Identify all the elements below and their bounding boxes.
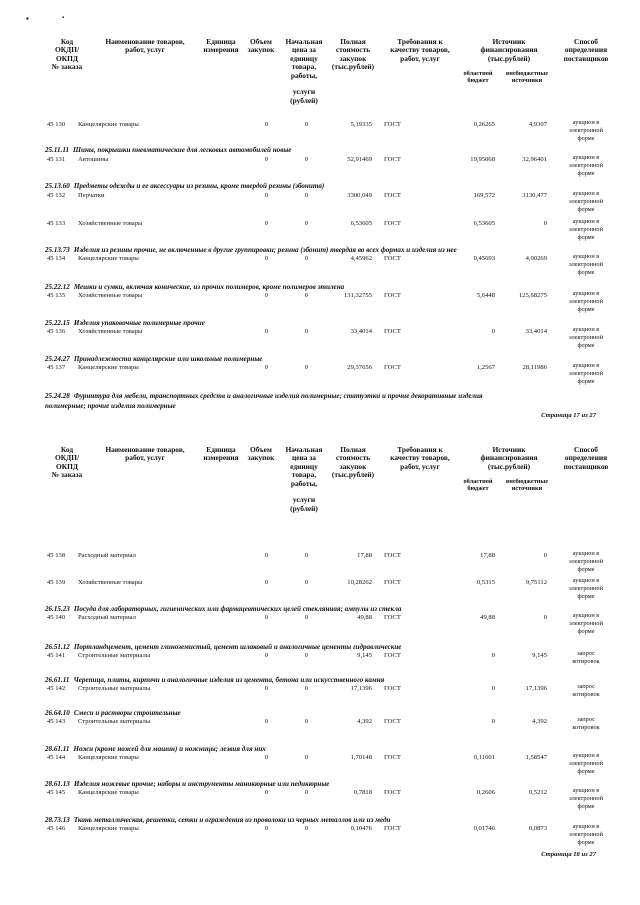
order-number: 45 138 xyxy=(47,552,66,559)
quality-requirement: ГОСТ xyxy=(384,825,401,832)
procurement-method-line: котировок xyxy=(572,657,600,665)
item-name: Расходный материал xyxy=(78,552,136,559)
regional-budget-value: 0 xyxy=(491,652,495,659)
order-number: 45 139 xyxy=(47,579,66,586)
okpd-description: Изделия упаковочные полимерные прочие xyxy=(73,319,205,327)
procurement-method-line: аукцион в xyxy=(572,577,600,584)
unit-price-value: 0 xyxy=(304,121,308,128)
volume-value: 0 xyxy=(264,192,268,199)
regional-budget-value: 0 xyxy=(491,685,495,692)
okpd-group-heading xyxy=(45,605,401,613)
okpd-group-heading xyxy=(45,676,384,684)
okpd-group-heading xyxy=(45,709,181,717)
okpd-code: 25.22.12 xyxy=(45,283,70,291)
extrabudget-value: 28,11986 xyxy=(522,364,547,371)
item-name: Канцелярские товары xyxy=(78,121,139,128)
unit-price-value: 0 xyxy=(304,292,308,299)
item-name: Хозяйственные товары xyxy=(78,292,143,299)
header-treb: Требования к качеству товаров, работ, услуг xyxy=(390,445,450,471)
procurement-method-line: электронной xyxy=(569,557,603,565)
procurement-method-line: котировок xyxy=(572,723,600,731)
item-name: Канцелярские товары xyxy=(78,754,139,761)
procurement-method-line: аукцион в xyxy=(572,787,600,794)
extrabudget-value: 0 xyxy=(543,552,547,559)
okpd-group-heading xyxy=(45,319,205,327)
volume-value: 0 xyxy=(264,156,268,163)
total-cost-value: 131,32755 xyxy=(343,292,372,299)
unit-price-value: 0 xyxy=(304,156,308,163)
volume-value: 0 xyxy=(264,579,268,586)
okpd-group-heading xyxy=(45,182,324,190)
total-cost-value: 5,19335 xyxy=(350,121,372,128)
okpd-code: 25.24.28 xyxy=(45,392,70,400)
total-cost-value: 52,91469 xyxy=(347,156,372,163)
item-name: Строительные материалы xyxy=(78,718,151,725)
procurement-method-line: аукцион в xyxy=(572,823,600,830)
okpd-group-heading xyxy=(45,246,457,254)
unit-price-value: 0 xyxy=(304,552,308,559)
unit-price-value: 0 xyxy=(304,328,308,335)
unit-price-value: 0 xyxy=(304,754,308,761)
unit-price-value: 0 xyxy=(304,255,308,262)
procurement-method-line: аукцион в xyxy=(572,290,600,297)
procurement-method xyxy=(560,119,612,142)
okpd-code: 25.22.15 xyxy=(45,319,70,327)
header-vneb: внебюджетные источники xyxy=(505,478,549,493)
volume-value: 0 xyxy=(264,328,268,335)
regional-budget-value: 0,5315 xyxy=(476,579,495,586)
procurement-method-line: форме xyxy=(577,341,595,349)
extrabudget-value: 33,4014 xyxy=(525,328,547,335)
procurement-method-line: форме xyxy=(577,767,595,775)
regional-budget-value: 5,6448 xyxy=(476,292,495,299)
procurement-method xyxy=(560,683,612,699)
header-kod: Код ОКДП/ ОКПД № заказа xyxy=(51,445,83,480)
procurement-method-line: электронной xyxy=(569,260,603,268)
unit-price-value: 0 xyxy=(304,364,308,371)
volume-value: 0 xyxy=(264,121,268,128)
quality-requirement: ГОСТ xyxy=(384,328,401,335)
order-number: 45 136 xyxy=(47,328,66,335)
procurement-method xyxy=(560,362,612,385)
volume-value: 0 xyxy=(264,825,268,832)
okpd-group-heading xyxy=(45,392,483,400)
procurement-method-line: форме xyxy=(577,377,595,385)
okpd-group-heading xyxy=(45,283,344,291)
total-cost-value: 0,10476 xyxy=(350,825,372,832)
order-number: 45 135 xyxy=(47,292,66,299)
order-number: 45 133 xyxy=(47,220,66,227)
procurement-method xyxy=(560,716,612,732)
procurement-method-line: форме xyxy=(577,565,595,573)
procurement-method xyxy=(560,154,612,177)
total-cost-value: 17,88 xyxy=(357,552,372,559)
volume-value: 0 xyxy=(264,364,268,371)
quality-requirement: ГОСТ xyxy=(384,614,401,621)
regional-budget-value: 0,45693 xyxy=(473,255,495,262)
okpd-group-heading xyxy=(45,816,390,824)
procurement-method xyxy=(560,218,612,241)
total-cost-value: 17,1396 xyxy=(350,685,372,692)
item-name: Перчатки xyxy=(78,192,105,199)
procurement-method-line: форме xyxy=(577,169,595,177)
quality-requirement: ГОСТ xyxy=(384,754,401,761)
regional-budget-value: 0,26265 xyxy=(473,121,495,128)
extrabudget-value: 3130,477 xyxy=(522,192,547,199)
header-poln: Полная стоимость закупок (тыс.рублей) xyxy=(331,445,375,480)
header-oblast: областной бюджет xyxy=(463,70,493,85)
okpd-description: Смеси и растворы строительные xyxy=(73,709,181,717)
procurement-method-line: аукцион в xyxy=(572,253,600,260)
procurement-method xyxy=(560,752,612,775)
okpd-description: полимерные; прочие изделия полимерные xyxy=(45,402,176,410)
okpd-description: Предметы одежды и ее аксессуары из резины, кроме твердой резины (эбонита) xyxy=(73,182,325,190)
extrabudget-value: 0 xyxy=(543,220,547,227)
okpd-code: 26.15.23 xyxy=(45,605,70,613)
procurement-method-line: форме xyxy=(577,134,595,142)
okpd-description: Черепица, плиты, кирпичи и аналогичные изделия из цемента, бетона или искусственного камня xyxy=(73,676,385,684)
procurement-method xyxy=(560,190,612,213)
page-18 xyxy=(0,440,640,905)
total-cost-value: 9,145 xyxy=(357,652,372,659)
okpd-description: Мешки и сумки, включая конические, из прочих полимеров, кроме полимеров этилена xyxy=(73,283,345,291)
quality-requirement: ГОСТ xyxy=(384,121,401,128)
quality-requirement: ГОСТ xyxy=(384,789,401,796)
item-name: Расходный материал xyxy=(78,614,136,621)
volume-value: 0 xyxy=(264,614,268,621)
okpd-description: Посуда для лабораторных, гигиенических или фармацевтических целей стеклянная; ампулы из стекла xyxy=(73,605,402,613)
extrabudget-value: 9,75112 xyxy=(525,579,547,586)
header-vneb: внебюджетные источники xyxy=(505,70,549,85)
procurement-method-line: запрос xyxy=(577,650,595,657)
okpd-description: Ножи (кроме ножей для машин) и ножницы; лезвия для них xyxy=(73,745,266,753)
quality-requirement: ГОСТ xyxy=(384,552,401,559)
item-name: Автошины xyxy=(78,156,109,163)
extrabudget-value: 0,5212 xyxy=(528,789,547,796)
okpd-description: Портландцемент, цемент глиноземистый, цемент шлаковый и аналогичные цементы гидравлические xyxy=(73,643,402,651)
extrabudget-value: 125,68275 xyxy=(518,292,547,299)
extrabudget-value: 4,392 xyxy=(532,718,547,725)
item-name: Строительные материалы xyxy=(78,685,151,692)
okpd-group-heading xyxy=(45,643,401,651)
quality-requirement: ГОСТ xyxy=(384,364,401,371)
procurement-method-line: аукцион в xyxy=(572,190,600,197)
extrabudget-value: 0 xyxy=(543,614,547,621)
page-footer: Страница 17 из 27 xyxy=(541,412,596,419)
procurement-method-line: электронной xyxy=(569,794,603,802)
procurement-method xyxy=(560,326,612,349)
item-name: Канцелярские товары xyxy=(78,789,139,796)
header-oblast: областной бюджет xyxy=(463,478,493,493)
item-name: Хозяйственные товары xyxy=(78,220,143,227)
procurement-method-line: электронной xyxy=(569,584,603,592)
okpd-description: Изделия ножевые прочие; наборы и инструменты маникюрные или педикюрные xyxy=(73,780,330,788)
total-cost-value: 6,53605 xyxy=(350,220,372,227)
extrabudget-value: 4,9307 xyxy=(528,121,547,128)
procurement-method-line: электронной xyxy=(569,759,603,767)
procurement-method-line: форме xyxy=(577,268,595,276)
item-name: Канцелярские товары xyxy=(78,825,139,832)
header-nach: Начальная цена за единицу товара, работы, услуги (рублей) xyxy=(285,445,323,513)
extrabudget-value: 9,145 xyxy=(532,652,547,659)
procurement-method-line: электронной xyxy=(569,225,603,233)
order-number: 45 142 xyxy=(47,685,66,692)
okpd-code: 25.11.11 xyxy=(45,146,70,154)
okpd-group-heading xyxy=(45,146,291,154)
regional-budget-value: 49,88 xyxy=(480,614,495,621)
volume-value: 0 xyxy=(264,718,268,725)
procurement-method-line: котировок xyxy=(572,690,600,698)
okpd-code: 28.61.13 xyxy=(45,780,70,788)
procurement-method-line: аукцион в xyxy=(572,218,600,225)
unit-price-value: 0 xyxy=(304,614,308,621)
extrabudget-value: 1,58547 xyxy=(525,754,547,761)
procurement-method-line: форме xyxy=(577,838,595,846)
order-number: 45 143 xyxy=(47,718,66,725)
okpd-code: 25.24.27 xyxy=(45,355,70,363)
order-number: 45 137 xyxy=(47,364,66,371)
okpd-group-heading xyxy=(45,745,266,753)
okpd-group-heading xyxy=(45,402,176,410)
procurement-method-line: форме xyxy=(577,592,595,600)
okpd-code: 28.73.13 xyxy=(45,816,70,824)
header-ist: Источник финансирования (тыс.рублей) xyxy=(480,37,538,63)
order-number: 45 140 xyxy=(47,614,66,621)
unit-price-value: 0 xyxy=(304,789,308,796)
total-cost-value: 49,88 xyxy=(357,614,372,621)
volume-value: 0 xyxy=(264,255,268,262)
header-treb: Требования к качеству товаров, работ, услуг xyxy=(390,37,450,63)
quality-requirement: ГОСТ xyxy=(384,255,401,262)
procurement-method xyxy=(560,290,612,313)
order-number: 45 144 xyxy=(47,754,66,761)
order-number: 45 134 xyxy=(47,255,66,262)
procurement-method xyxy=(560,787,612,810)
page-17 xyxy=(0,0,640,440)
header-naim: Наименование товаров, работ, услуг xyxy=(105,445,185,463)
scan-mark: ▪ xyxy=(26,14,29,23)
header-kod: Код ОКДП/ ОКПД № заказа xyxy=(51,37,83,72)
item-name: Строительные материалы xyxy=(78,652,151,659)
procurement-method-line: электронной xyxy=(569,830,603,838)
quality-requirement: ГОСТ xyxy=(384,192,401,199)
unit-price-value: 0 xyxy=(304,220,308,227)
unit-price-value: 0 xyxy=(304,685,308,692)
quality-requirement: ГОСТ xyxy=(384,579,401,586)
procurement-method-line: аукцион в xyxy=(572,119,600,126)
quality-requirement: ГОСТ xyxy=(384,292,401,299)
procurement-method-line: аукцион в xyxy=(572,612,600,619)
okpd-description: Принадлежности канцелярские или школьные полимерные xyxy=(73,355,263,363)
procurement-method-line: запрос xyxy=(577,716,595,723)
order-number: 45 132 xyxy=(47,192,66,199)
volume-value: 0 xyxy=(264,789,268,796)
quality-requirement: ГОСТ xyxy=(384,652,401,659)
procurement-method-line: запрос xyxy=(577,683,595,690)
procurement-method xyxy=(560,612,612,635)
procurement-method-line: электронной xyxy=(569,197,603,205)
procurement-method-line: аукцион в xyxy=(572,550,600,557)
header-sposob: Способ определения поставщиков xyxy=(563,445,609,471)
regional-budget-value: 0,01746 xyxy=(473,825,495,832)
okpd-description: Ткань металлическая, решетки, сетки и ограждения из проволоки из черных металлов или из меди xyxy=(73,816,391,824)
extrabudget-value: 4,00269 xyxy=(525,255,547,262)
regional-budget-value: 0,11601 xyxy=(473,754,495,761)
procurement-method-line: форме xyxy=(577,627,595,635)
procurement-method-line: форме xyxy=(577,802,595,810)
regional-budget-value: 169,572 xyxy=(473,192,495,199)
procurement-method-line: аукцион в xyxy=(572,362,600,369)
unit-price-value: 0 xyxy=(304,579,308,586)
procurement-method xyxy=(560,650,612,666)
regional-budget-value: 0 xyxy=(491,328,495,335)
quality-requirement: ГОСТ xyxy=(384,718,401,725)
total-cost-value: 33,4014 xyxy=(350,328,372,335)
total-cost-value: 10,28262 xyxy=(347,579,372,586)
volume-value: 0 xyxy=(264,552,268,559)
regional-budget-value: 0,2606 xyxy=(476,789,495,796)
extrabudget-value: 0,0873 xyxy=(528,825,547,832)
procurement-method xyxy=(560,253,612,276)
total-cost-value: 0,7818 xyxy=(353,789,372,796)
order-number: 45 130 xyxy=(47,121,66,128)
procurement-method-line: электронной xyxy=(569,126,603,134)
header-ed: Единица измерения xyxy=(203,37,239,55)
item-name: Хозяйственные товары xyxy=(78,328,143,335)
extrabudget-value: 32,96401 xyxy=(522,156,547,163)
quality-requirement: ГОСТ xyxy=(384,156,401,163)
procurement-method-line: электронной xyxy=(569,161,603,169)
unit-price-value: 0 xyxy=(304,192,308,199)
total-cost-value: 1,70148 xyxy=(350,754,372,761)
okpd-group-heading xyxy=(45,355,262,363)
okpd-group-heading xyxy=(45,780,329,788)
procurement-method-line: электронной xyxy=(569,297,603,305)
unit-price-value: 0 xyxy=(304,718,308,725)
regional-budget-value: 6,53605 xyxy=(473,220,495,227)
unit-price-value: 0 xyxy=(304,825,308,832)
header-nach: Начальная цена за единицу товара, работы, услуги (рублей) xyxy=(285,37,323,105)
okpd-description: Изделия из резины прочие, не включенные в другие группировки; резина (эбонит) твердая во всех формах и изделия из нее xyxy=(73,246,457,254)
order-number: 45 145 xyxy=(47,789,66,796)
regional-budget-value: 17,88 xyxy=(480,552,495,559)
procurement-method xyxy=(560,577,612,600)
procurement-method-line: форме xyxy=(577,233,595,241)
order-number: 45 141 xyxy=(47,652,66,659)
header-ed: Единица измерения xyxy=(203,445,239,463)
total-cost-value: 3300,049 xyxy=(347,192,372,199)
header-obem: Объем закупок xyxy=(247,445,275,463)
header-sposob: Способ определения поставщиков xyxy=(563,37,609,63)
okpd-code: 26.61.11 xyxy=(45,676,70,684)
item-name: Канцелярские товары xyxy=(78,255,139,262)
header-poln: Полная стоимость закупок (тыс.рублей) xyxy=(331,37,375,72)
header-ist: Источник финансирования (тыс.рублей) xyxy=(480,445,538,471)
regional-budget-value: 19,95068 xyxy=(470,156,495,163)
okpd-code: 26.51.12 xyxy=(45,643,70,651)
total-cost-value: 4,45962 xyxy=(350,255,372,262)
total-cost-value: 4,392 xyxy=(357,718,372,725)
procurement-method-line: электронной xyxy=(569,369,603,377)
okpd-description: Фурнитура для мебели, транспортных средств и аналогичные изделия полимерные; статуэтки и прочие декоративные изделия xyxy=(73,392,483,400)
procurement-method-line: электронной xyxy=(569,333,603,341)
total-cost-value: 29,37656 xyxy=(347,364,372,371)
procurement-method-line: форме xyxy=(577,205,595,213)
header-obem: Объем закупок xyxy=(247,37,275,55)
procurement-method-line: электронной xyxy=(569,619,603,627)
extrabudget-value: 17,1396 xyxy=(525,685,547,692)
procurement-method xyxy=(560,550,612,573)
volume-value: 0 xyxy=(264,292,268,299)
volume-value: 0 xyxy=(264,754,268,761)
procurement-method-line: аукцион в xyxy=(572,154,600,161)
quality-requirement: ГОСТ xyxy=(384,220,401,227)
quality-requirement: ГОСТ xyxy=(384,685,401,692)
okpd-code: 25.13.73 xyxy=(45,246,70,254)
header-naim: Наименование товаров, работ, услуг xyxy=(105,37,185,55)
procurement-method xyxy=(560,823,612,846)
regional-budget-value: 1,2567 xyxy=(476,364,495,371)
okpd-description: Шины, покрышки пневматические для легковых автомобилей новые xyxy=(73,146,292,154)
procurement-method-line: аукцион в xyxy=(572,752,600,759)
order-number: 45 146 xyxy=(47,825,66,832)
scan-mark: ▪ xyxy=(62,15,65,21)
volume-value: 0 xyxy=(264,652,268,659)
okpd-code: 25.13.60 xyxy=(45,182,70,190)
procurement-method-line: форме xyxy=(577,305,595,313)
regional-budget-value: 0 xyxy=(491,718,495,725)
order-number: 45 131 xyxy=(47,156,66,163)
okpd-code: 26.64.10 xyxy=(45,709,70,717)
item-name: Канцелярские товары xyxy=(78,364,139,371)
volume-value: 0 xyxy=(264,220,268,227)
volume-value: 0 xyxy=(264,685,268,692)
unit-price-value: 0 xyxy=(304,652,308,659)
item-name: Хозяйственные товары xyxy=(78,579,143,586)
page-footer: Страница 18 из 27 xyxy=(541,851,596,858)
procurement-method-line: аукцион в xyxy=(572,326,600,333)
okpd-code: 28.61.11 xyxy=(45,745,70,753)
